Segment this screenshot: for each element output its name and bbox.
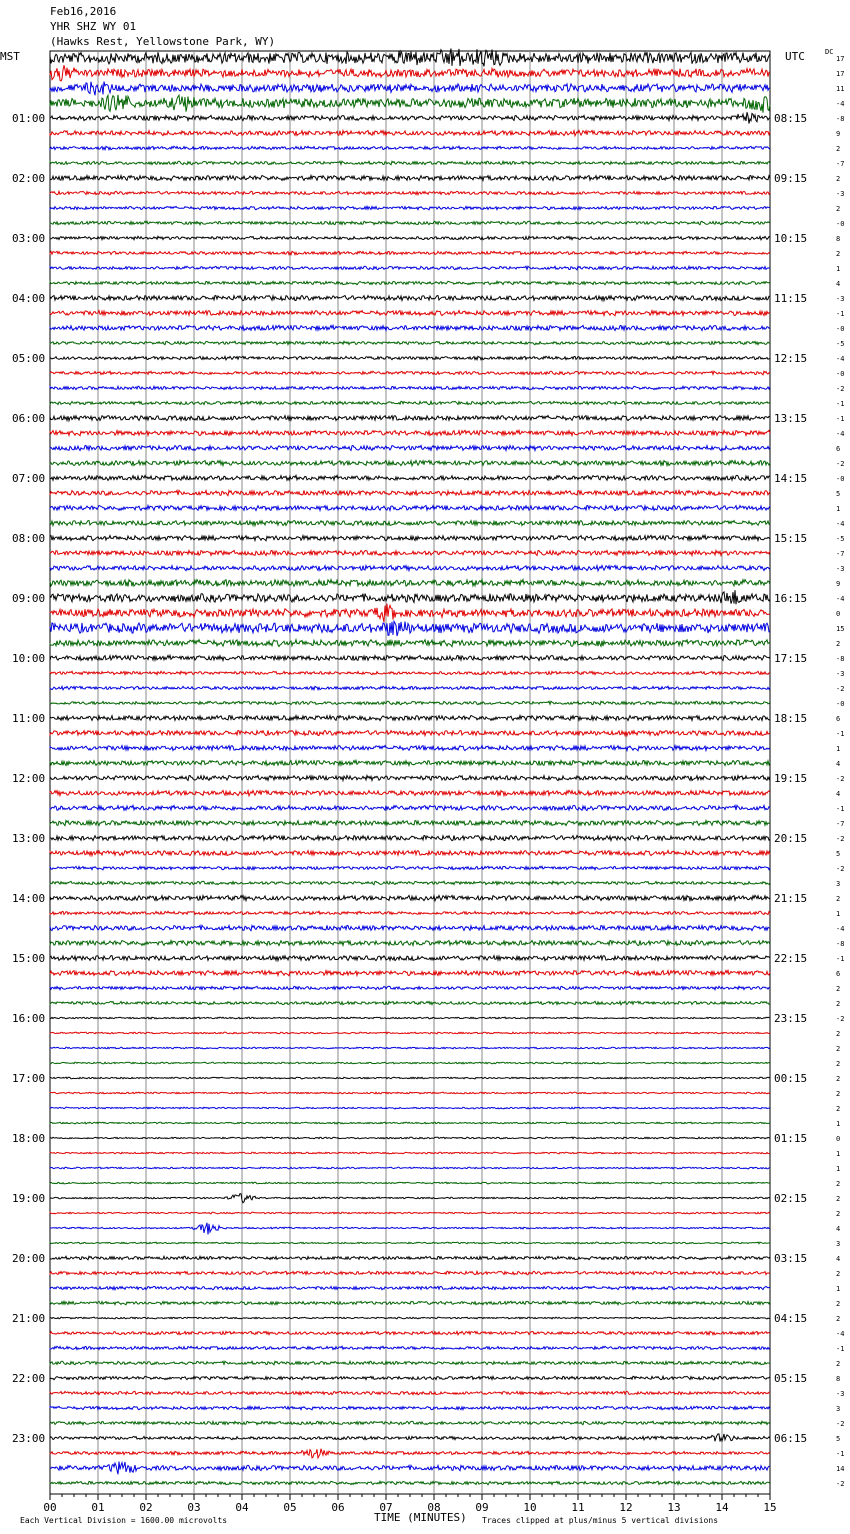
dc-offset-label: -8 [836, 115, 845, 123]
left-hour-label: 16:00 [12, 1012, 46, 1025]
dc-offset-label: -0 [836, 475, 845, 483]
dc-offset-label: 2 [836, 145, 841, 153]
x-axis-title: TIME (MINUTES) [374, 1511, 467, 1524]
dc-offset-label: 2 [836, 1195, 841, 1203]
dc-offset-label: -0 [836, 325, 845, 333]
trace-line [50, 580, 770, 587]
dc-offset-label: -4 [836, 100, 845, 108]
dc-offset-label: -2 [836, 835, 845, 843]
dc-offset-label: -3 [836, 565, 845, 573]
trace-line [50, 1122, 770, 1124]
dc-offset-label: -3 [836, 190, 845, 198]
dc-offset-label: 5 [836, 850, 841, 858]
trace-line [50, 446, 770, 451]
dc-offset-label: -7 [836, 550, 845, 558]
dc-offset-label: -4 [836, 925, 845, 933]
right-hour-label: 10:15 [774, 232, 808, 245]
dc-offset-label: -1 [836, 415, 845, 423]
x-tick-label: 14 [715, 1501, 729, 1514]
trace-line [50, 590, 770, 604]
dc-offset-label: 6 [836, 970, 841, 978]
trace-line [50, 1271, 770, 1274]
dc-offset-label: -2 [836, 1480, 845, 1488]
trace-line [50, 416, 770, 421]
trace-line [50, 760, 770, 765]
dc-offset-label: 2 [836, 1180, 841, 1188]
trace-line [50, 790, 770, 795]
right-timezone-label: UTC [785, 50, 805, 63]
left-hour-label: 17:00 [12, 1072, 46, 1085]
right-hour-label: 00:15 [774, 1072, 808, 1085]
dc-offset-label: -5 [836, 535, 845, 543]
trace-line [50, 221, 770, 224]
trace-line [50, 1391, 770, 1394]
right-hour-label: 01:15 [774, 1132, 808, 1145]
dc-offset-label: -4 [836, 430, 845, 438]
trace-line [50, 970, 770, 975]
trace-line [50, 1152, 770, 1154]
right-hour-label: 19:15 [774, 772, 808, 785]
dc-offset-label: 2 [836, 1270, 841, 1278]
dc-offset-label: 3 [836, 1240, 841, 1248]
dc-offset-label: 1 [836, 1165, 841, 1173]
dc-offset-label: -2 [836, 865, 845, 873]
dc-offset-label: 2 [836, 985, 841, 993]
trace-line [50, 281, 770, 284]
trace-line [50, 236, 770, 240]
trace-line [50, 1047, 770, 1049]
left-hour-label: 05:00 [12, 352, 46, 365]
dc-offset-label: 2 [836, 1090, 841, 1098]
x-tick-label: 12 [619, 1501, 633, 1514]
trace-line [50, 475, 770, 480]
dc-offset-label: -7 [836, 160, 845, 168]
right-hour-label: 06:15 [774, 1432, 808, 1445]
dc-offset-label: -1 [836, 310, 845, 318]
trace-line [50, 1317, 770, 1319]
right-hour-label: 08:15 [774, 112, 808, 125]
trace-line [50, 701, 770, 705]
dc-offset-label: 17 [836, 70, 845, 78]
left-hour-label: 11:00 [12, 712, 46, 725]
trace-line [50, 1107, 770, 1109]
dc-offset-label: 8 [836, 1375, 841, 1383]
trace-line [50, 1194, 770, 1203]
trace-line [50, 1434, 770, 1442]
x-tick-label: 06 [331, 1501, 345, 1514]
trace-line [50, 746, 770, 751]
dc-offset-label: -2 [836, 385, 845, 393]
dc-offset-label: 4 [836, 1225, 841, 1233]
right-hour-label: 04:15 [774, 1312, 808, 1325]
trace-line [50, 621, 770, 636]
x-tick-label: 09 [475, 1501, 489, 1514]
left-hour-label: 06:00 [12, 412, 46, 425]
trace-line [50, 550, 770, 555]
trace-line [50, 82, 770, 96]
x-tick-label: 01 [91, 1501, 105, 1514]
trace-line [50, 535, 770, 540]
right-hour-label: 23:15 [774, 1012, 808, 1025]
trace-line [50, 1256, 770, 1260]
left-hour-label: 23:00 [12, 1432, 46, 1445]
right-hour-label: 17:15 [774, 652, 808, 665]
dc-offset-label: -4 [836, 355, 845, 363]
dc-offset-label: 3 [836, 880, 841, 888]
trace-line [50, 986, 770, 989]
station-label: YHR SHZ WY 01 [50, 20, 137, 33]
dc-offset-label: 3 [836, 1405, 841, 1413]
trace-line [50, 716, 770, 721]
trace-line [50, 356, 770, 360]
right-hour-label: 14:15 [774, 472, 808, 485]
dc-offset-label: 2 [836, 640, 841, 648]
trace-line [50, 1449, 770, 1458]
dc-offset-label: 4 [836, 760, 841, 768]
dc-offset-label: 2 [836, 1000, 841, 1008]
trace-line [50, 1301, 770, 1305]
dc-offset-label: 1 [836, 745, 841, 753]
left-hour-label: 01:00 [12, 112, 46, 125]
x-tick-label: 08 [427, 1501, 441, 1514]
trace-line [50, 146, 770, 150]
dc-offset-label: 1 [836, 1285, 841, 1293]
dc-offset-label: 2 [836, 1105, 841, 1113]
trace-line [50, 1421, 770, 1424]
trace-line [50, 1001, 770, 1005]
trace-line [50, 1286, 770, 1289]
trace-line [50, 1182, 770, 1184]
left-hour-label: 15:00 [12, 952, 46, 965]
trace-line [50, 1462, 770, 1475]
dc-offset-label: 6 [836, 715, 841, 723]
left-hour-label: 12:00 [12, 772, 46, 785]
trace-line [50, 161, 770, 165]
trace-line [50, 65, 770, 81]
x-tick-label: 10 [523, 1501, 537, 1514]
dc-offset-label: 4 [836, 280, 841, 288]
trace-line [50, 176, 770, 181]
trace-line [50, 731, 770, 736]
right-hour-label: 21:15 [774, 892, 808, 905]
dc-offset-label: 2 [836, 895, 841, 903]
scale-note: Each Vertical Division = 1600.00 microvolts [20, 1516, 228, 1525]
left-hour-label: 18:00 [12, 1132, 46, 1145]
clip-note: Traces clipped at plus/minus 5 vertical divisions [482, 1516, 719, 1525]
trace-line [50, 430, 770, 435]
dc-offset-label: 2 [836, 1045, 841, 1053]
trace-line [50, 776, 770, 781]
x-tick-label: 05 [283, 1501, 297, 1514]
trace-line [50, 371, 770, 375]
trace-line [50, 911, 770, 914]
trace-line [50, 131, 770, 136]
dc-offset-label: 1 [836, 505, 841, 513]
dc-offset-label: -8 [836, 940, 845, 948]
dc-offset-label: -4 [836, 520, 845, 528]
trace-line [50, 820, 770, 825]
left-hour-label: 22:00 [12, 1372, 46, 1385]
dc-offset-label: -2 [836, 460, 845, 468]
trace-line [50, 866, 770, 870]
dc-offset-label: -2 [836, 1420, 845, 1428]
dc-offset-label: 1 [836, 910, 841, 918]
dc-offset-label: 2 [836, 1030, 841, 1038]
trace-line [50, 521, 770, 526]
dc-offset-label: 17 [836, 55, 845, 63]
left-hour-label: 07:00 [12, 472, 46, 485]
trace-line [50, 956, 770, 961]
trace-line [50, 266, 770, 270]
trace-line [50, 341, 770, 344]
trace-line [50, 386, 770, 389]
dc-offset-label: -4 [836, 1330, 845, 1338]
trace-line [50, 191, 770, 194]
dc-offset-label: 4 [836, 790, 841, 798]
trace-line [50, 895, 770, 900]
trace-line [50, 925, 770, 930]
trace-line [50, 671, 770, 674]
trace-line [50, 1137, 770, 1139]
dc-offset-label: 0 [836, 1135, 841, 1143]
right-hour-label: 20:15 [774, 832, 808, 845]
x-tick-label: 13 [667, 1501, 681, 1514]
trace-line [50, 851, 770, 856]
dc-offset-label: -2 [836, 685, 845, 693]
dc-offset-label: 14 [836, 1465, 845, 1473]
trace-line [50, 1223, 770, 1235]
dc-offset-label: 2 [836, 205, 841, 213]
dc-offset-label: -1 [836, 805, 845, 813]
dc-offset-label: 4 [836, 1255, 841, 1263]
dc-offset-label: 6 [836, 445, 841, 453]
dc-offset-label: -2 [836, 775, 845, 783]
right-hour-label: 18:15 [774, 712, 808, 725]
trace-line [50, 251, 770, 255]
right-hour-label: 22:15 [774, 952, 808, 965]
dc-offset-label: 5 [836, 490, 841, 498]
dc-offset-label: -0 [836, 370, 845, 378]
trace-line [50, 604, 770, 622]
trace-line [50, 686, 770, 690]
x-tick-label: 15 [763, 1501, 777, 1514]
dc-offset-label: 0 [836, 610, 841, 618]
left-timezone-label: MST [0, 50, 20, 63]
left-hour-label: 02:00 [12, 172, 46, 185]
trace-line [50, 1092, 770, 1094]
dc-offset-label: 2 [836, 1060, 841, 1068]
dc-offset-label: -1 [836, 1450, 845, 1458]
trace-line [50, 1167, 770, 1169]
dc-offset-label: 1 [836, 1120, 841, 1128]
dc-offset-label: 2 [836, 1360, 841, 1368]
trace-line [50, 460, 770, 465]
trace-line [50, 566, 770, 571]
right-hour-label: 02:15 [774, 1192, 808, 1205]
left-hour-label: 08:00 [12, 532, 46, 545]
trace-line [50, 206, 770, 210]
trace-line [50, 506, 770, 511]
trace-line [50, 325, 770, 330]
left-hour-label: 03:00 [12, 232, 46, 245]
dc-offset-label: -3 [836, 1390, 845, 1398]
date-label: Feb16,2016 [50, 5, 117, 18]
dc-offset-label: 5 [836, 1435, 841, 1443]
trace-line [50, 112, 770, 123]
right-hour-label: 15:15 [774, 532, 808, 545]
dc-offset-label: -1 [836, 400, 845, 408]
x-tick-label: 02 [139, 1501, 153, 1514]
left-hour-label: 13:00 [12, 832, 46, 845]
trace-line [50, 1361, 770, 1365]
trace-line [50, 1017, 770, 1019]
left-hour-label: 20:00 [12, 1252, 46, 1265]
dc-offset-label: 9 [836, 130, 841, 138]
trace-line [50, 655, 770, 660]
trace-line [50, 490, 770, 495]
dc-offset-label: 11 [836, 85, 845, 93]
dc-offset-label: -2 [836, 1015, 845, 1023]
right-hour-label: 03:15 [774, 1252, 808, 1265]
trace-line [50, 311, 770, 316]
dc-offset-label: 2 [836, 1075, 841, 1083]
location-label: (Hawks Rest, Yellowstone Park, WY) [50, 35, 276, 48]
dc-offset-label: -1 [836, 730, 845, 738]
dc-offset-label: -8 [836, 655, 845, 663]
left-hour-label: 14:00 [12, 892, 46, 905]
dc-label: DC [825, 48, 834, 56]
dc-offset-label: 1 [836, 265, 841, 273]
dc-offset-label: 1 [836, 1150, 841, 1158]
dc-offset-label: -3 [836, 295, 845, 303]
trace-line [50, 1077, 770, 1079]
trace-line [50, 1481, 770, 1484]
trace-line [50, 1062, 770, 1064]
right-hour-label: 05:15 [774, 1372, 808, 1385]
trace-line [50, 881, 770, 884]
right-hour-label: 11:15 [774, 292, 808, 305]
dc-offset-label: -5 [836, 340, 845, 348]
trace-line [50, 401, 770, 404]
x-tick-label: 00 [43, 1501, 57, 1514]
trace-line [50, 1406, 770, 1410]
right-hour-label: 12:15 [774, 352, 808, 365]
dc-offset-label: 2 [836, 175, 841, 183]
dc-offset-label: -0 [836, 700, 845, 708]
dc-offset-label: -1 [836, 1345, 845, 1353]
dc-offset-label: 2 [836, 1300, 841, 1308]
trace-line [50, 1346, 770, 1349]
dc-offset-label: 2 [836, 250, 841, 258]
trace-line [50, 941, 770, 946]
dc-offset-label: -7 [836, 820, 845, 828]
dc-offset-label: -1 [836, 955, 845, 963]
dc-offset-label: -4 [836, 595, 845, 603]
trace-line [50, 836, 770, 841]
left-hour-label: 21:00 [12, 1312, 46, 1325]
right-hour-label: 13:15 [774, 412, 808, 425]
left-hour-label: 09:00 [12, 592, 46, 605]
dc-offset-label: 9 [836, 580, 841, 588]
trace-line [50, 1331, 770, 1335]
dc-offset-label: -3 [836, 670, 845, 678]
right-hour-label: 09:15 [774, 172, 808, 185]
dc-offset-label: -0 [836, 220, 845, 228]
trace-line [50, 95, 770, 113]
trace-line [50, 296, 770, 301]
x-tick-label: 03 [187, 1501, 201, 1514]
trace-line [50, 805, 770, 810]
trace-line [50, 1212, 770, 1214]
x-tick-label: 04 [235, 1501, 249, 1514]
right-hour-label: 16:15 [774, 592, 808, 605]
left-hour-label: 04:00 [12, 292, 46, 305]
x-tick-label: 11 [571, 1501, 585, 1514]
dc-offset-label: 8 [836, 235, 841, 243]
dc-offset-label: 2 [836, 1315, 841, 1323]
dc-offset-label: 15 [836, 625, 845, 633]
trace-line [50, 1376, 770, 1379]
left-hour-label: 19:00 [12, 1192, 46, 1205]
left-hour-label: 10:00 [12, 652, 46, 665]
trace-line [50, 640, 770, 647]
dc-offset-label: 2 [836, 1210, 841, 1218]
x-tick-label: 07 [379, 1501, 393, 1514]
trace-line [50, 1032, 770, 1034]
trace-line [50, 1242, 770, 1244]
